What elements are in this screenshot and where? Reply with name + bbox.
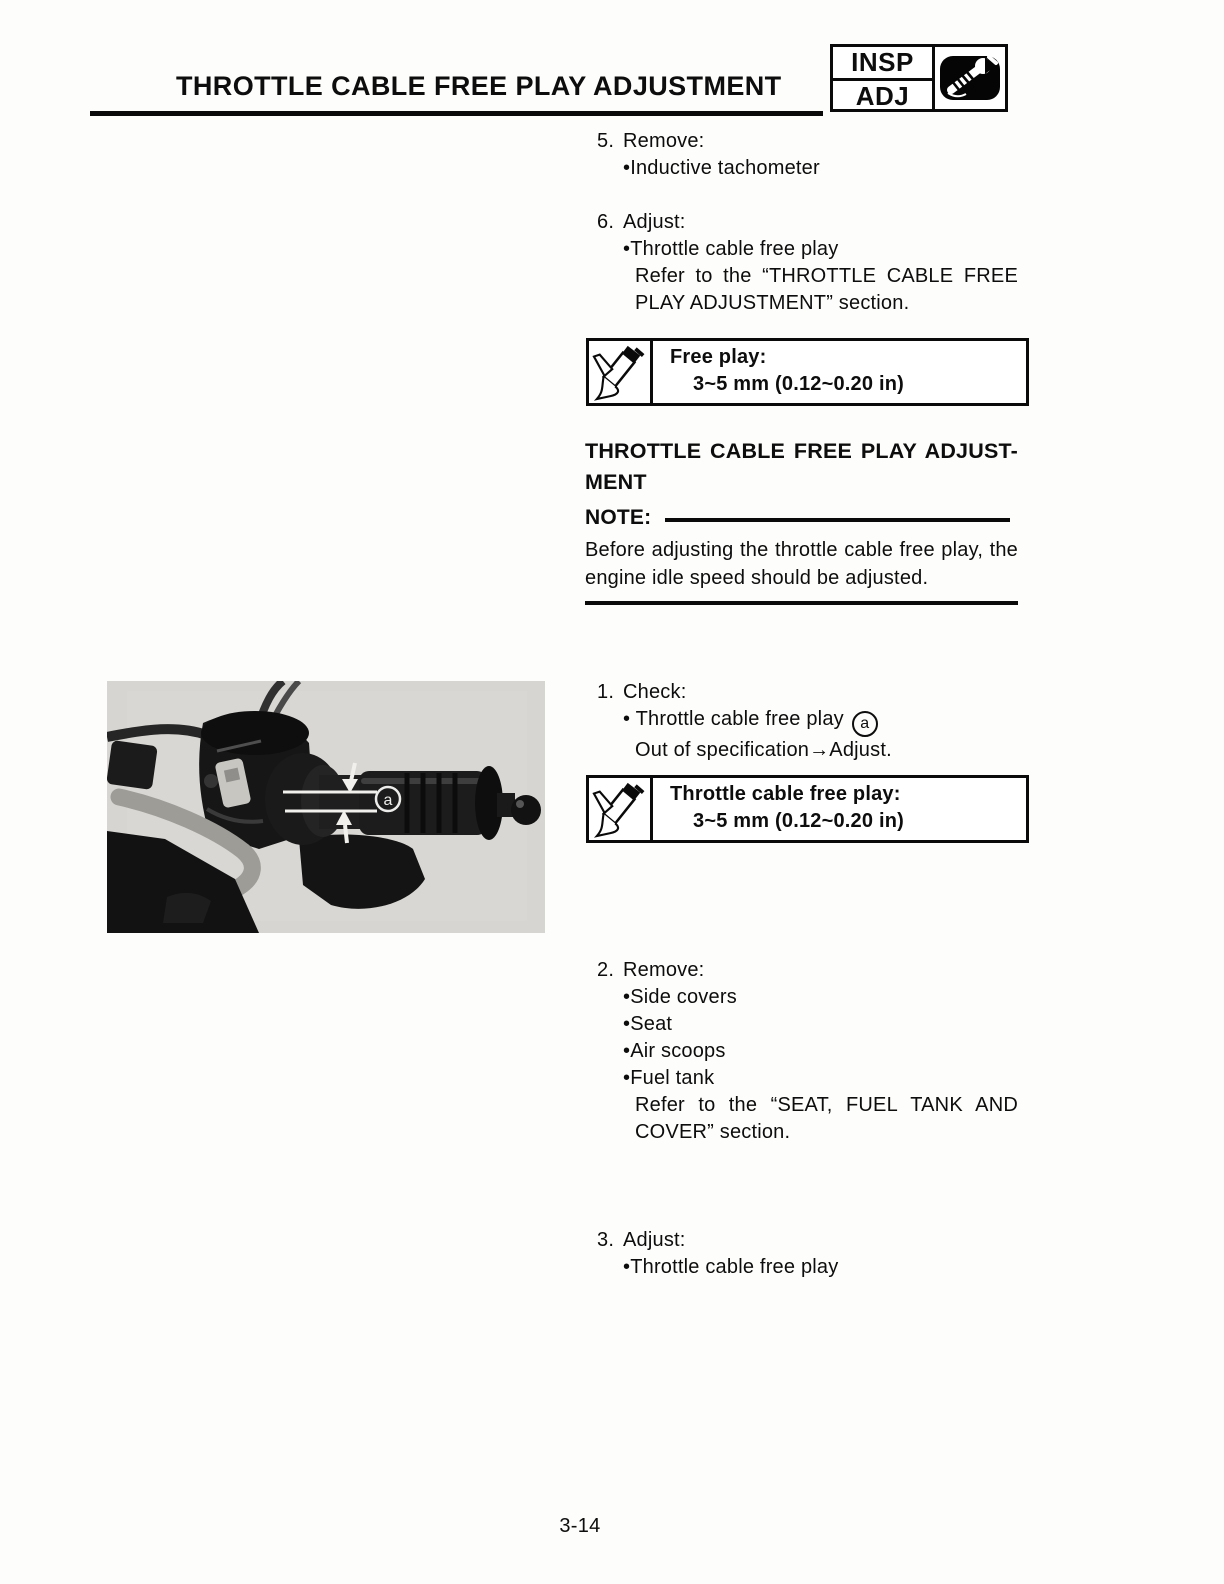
spec-value: 3~5 mm (0.12~0.20 in) bbox=[693, 810, 904, 832]
note-rule-line bbox=[665, 518, 1010, 522]
spec-text bbox=[653, 341, 904, 403]
note-bottom-rule bbox=[585, 601, 1018, 605]
step-6-number: 6. bbox=[597, 211, 615, 233]
step-2-label: Remove: bbox=[623, 959, 705, 981]
note-header bbox=[585, 504, 1018, 532]
step-6-line bbox=[597, 209, 1018, 236]
hand-wrench-icon bbox=[935, 47, 1005, 109]
step-2-bullet-3: • Air scoops bbox=[597, 1038, 1018, 1065]
step-3 bbox=[597, 1227, 1018, 1281]
spec-box-throttle-free-play bbox=[586, 775, 1029, 843]
note-line-1: Before adjusting the throttle cable free play, the bbox=[585, 539, 1018, 561]
step-2-number: 2. bbox=[597, 959, 615, 981]
section-heading bbox=[585, 436, 1018, 498]
page-title: THROTTLE CABLE FREE PLAY ADJUSTMENT bbox=[176, 71, 782, 101]
spec-value: 3~5 mm (0.12~0.20 in) bbox=[693, 373, 904, 395]
step-3-line bbox=[597, 1227, 1018, 1254]
page-number: 3-14 bbox=[559, 1515, 601, 1537]
step-3-label: Adjust: bbox=[623, 1229, 686, 1251]
caliper-icon bbox=[589, 778, 653, 840]
spacer bbox=[597, 182, 1018, 209]
spec-box-free-play bbox=[586, 338, 1029, 406]
step-1-label: Check: bbox=[623, 681, 687, 703]
note-body bbox=[585, 536, 1018, 592]
step-2 bbox=[597, 957, 1018, 1146]
step-2-line bbox=[597, 957, 1018, 984]
step-1-line bbox=[597, 679, 1018, 706]
spec-title: Throttle cable free play: bbox=[670, 783, 901, 805]
step-1-bullet-text: Throttle cable free play bbox=[635, 708, 844, 730]
step-1-bullet bbox=[597, 706, 1018, 737]
steps-5-6 bbox=[597, 128, 1018, 317]
badge-adj-label: ADJ bbox=[855, 81, 910, 111]
step-6-label: Adjust: bbox=[623, 211, 686, 233]
caliper-icon bbox=[589, 341, 653, 403]
step-2-refer-line-1: Refer to the “SEAT, FUEL TANK AND bbox=[635, 1094, 1018, 1116]
step-2-bullet-2: • Seat bbox=[597, 1011, 1018, 1038]
throttle-grip-photo bbox=[107, 681, 545, 933]
note-block bbox=[585, 504, 1018, 605]
circled-a-marker bbox=[852, 711, 878, 737]
step-2-refer-line-2: COVER” section. bbox=[635, 1121, 791, 1143]
title-underline bbox=[90, 111, 823, 116]
note-label: NOTE: bbox=[585, 506, 652, 529]
section-heading-line-1: THROTTLE CABLE FREE PLAY ADJUST- bbox=[585, 439, 1018, 463]
step-1 bbox=[597, 679, 1018, 764]
step-6-refer-line-2: PLAY ADJUSTMENT” section. bbox=[635, 292, 910, 314]
spec-text bbox=[653, 778, 904, 840]
step-1-result: Out of specification→Adjust. bbox=[635, 739, 892, 761]
section-heading-line-2: MENT bbox=[585, 470, 647, 494]
step-5-line bbox=[597, 128, 1018, 155]
step-3-number: 3. bbox=[597, 1229, 615, 1251]
note-line-2: engine idle speed should be adjusted. bbox=[585, 567, 929, 589]
spec-title: Free play: bbox=[670, 346, 767, 368]
marker-letter: a bbox=[860, 715, 870, 732]
step-6-refer-line-1: Refer to the “THROTTLE CABLE FREE bbox=[635, 265, 1018, 287]
step-5-number: 5. bbox=[597, 130, 615, 152]
step-3-bullet: • Throttle cable free play bbox=[597, 1254, 1018, 1281]
step-5-bullet: • Inductive tachometer bbox=[597, 155, 1018, 182]
step-2-bullet-4: • Fuel tank bbox=[597, 1065, 1018, 1092]
step-1-number: 1. bbox=[597, 681, 615, 703]
insp-adj-labels bbox=[833, 47, 935, 109]
step-5-label: Remove: bbox=[623, 130, 705, 152]
badge-insp-label: INSP bbox=[833, 47, 932, 81]
step-6-bullet: • Throttle cable free play bbox=[597, 236, 1018, 263]
insp-adj-badge bbox=[830, 44, 1008, 112]
step-2-bullet-1: • Side covers bbox=[597, 984, 1018, 1011]
photo-marker-a: a bbox=[383, 792, 393, 809]
